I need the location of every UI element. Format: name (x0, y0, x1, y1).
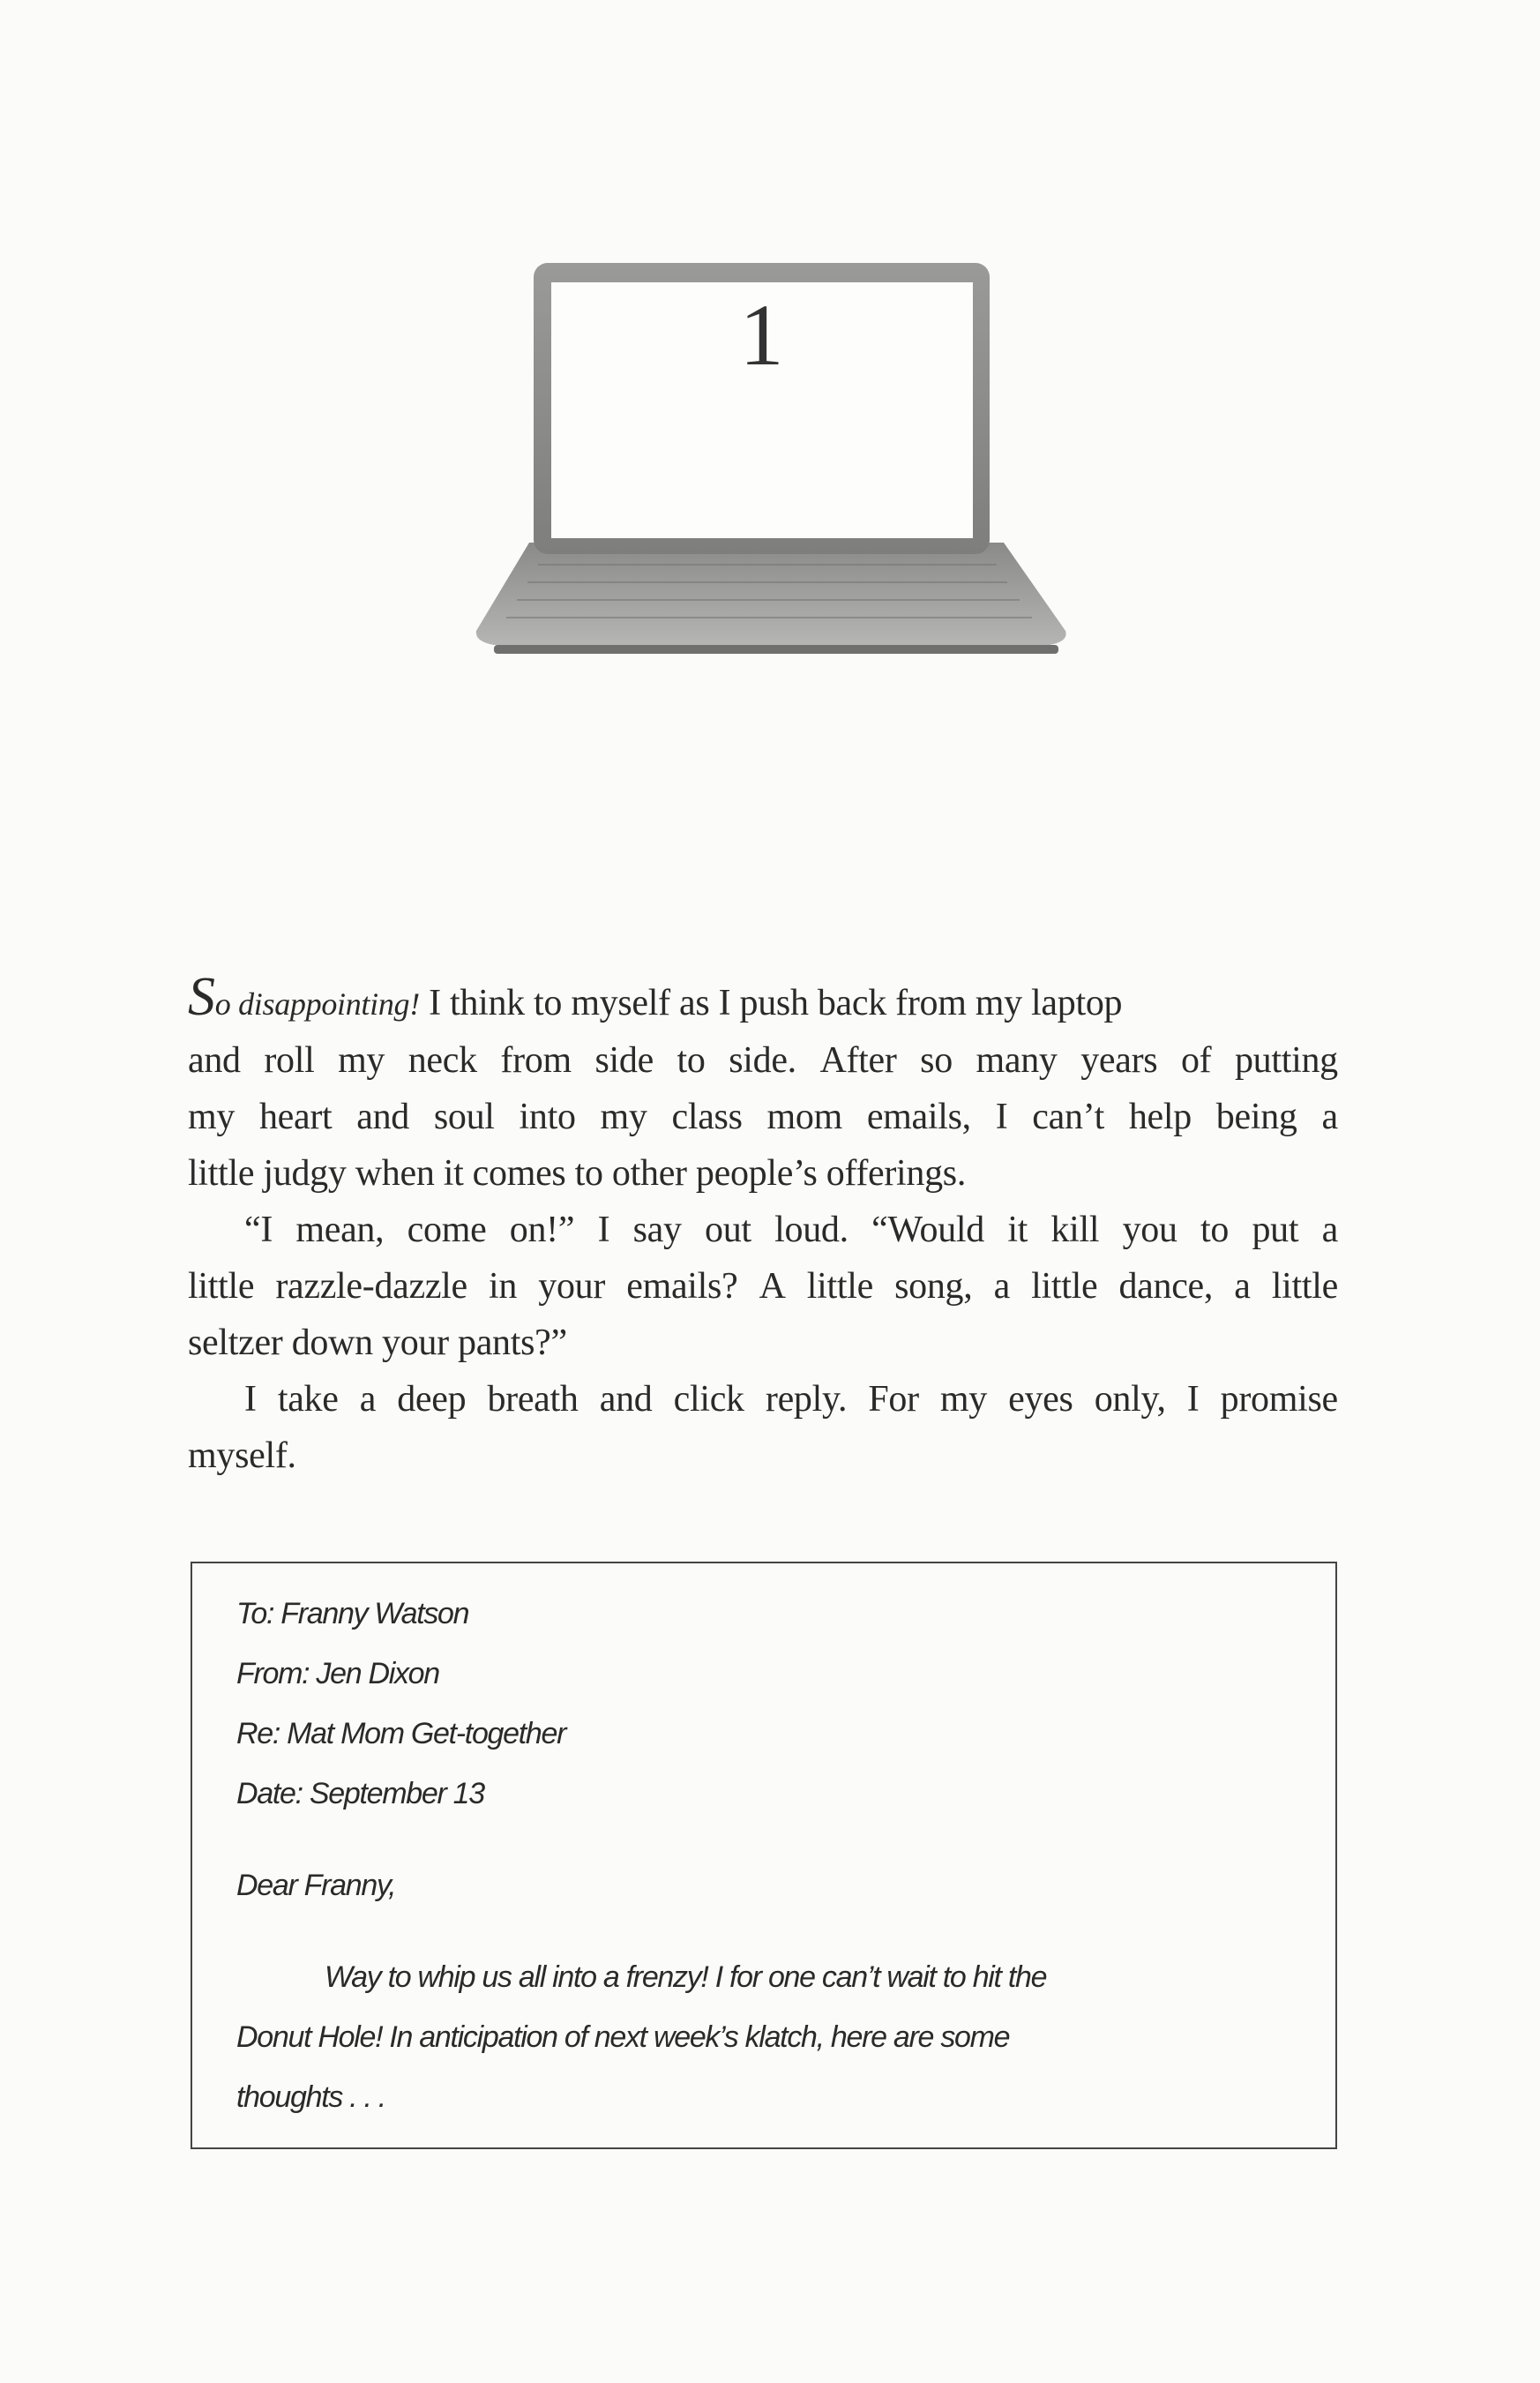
line-4: little judgy when it comes to other people’s offerings. (188, 1153, 967, 1194)
email-greeting: Dear Franny, (236, 1869, 396, 1902)
email-body-line: Donut Hole! In anticipation of next week’s klatch, here are some (236, 2020, 1010, 2054)
email-date: Date: September 13 (236, 1777, 484, 1810)
line-6: little razzle-dazzle in your emails? A little song, a little dance, a little (188, 1266, 1338, 1307)
email-subject: Re: Mat Mom Get-together (236, 1717, 566, 1750)
drop-cap: S (188, 967, 215, 1027)
email-box (191, 1562, 1337, 2149)
line-1: I think to myself as I push back from my laptop (429, 983, 1123, 1023)
email-to: To: Franny Watson (236, 1597, 469, 1630)
text-line (188, 969, 1338, 1032)
opening-italic: o disappointing! (214, 986, 420, 1022)
email-body-line: thoughts . . . (236, 2080, 385, 2114)
line-7: seltzer down your pants?” (188, 1323, 567, 1363)
line-2: and roll my neck from side to side. After so many years of putting (188, 1040, 1338, 1081)
line-9: myself. (188, 1435, 296, 1476)
line-5: “I mean, come on!” I say out loud. “Would it kill you to put a (244, 1210, 1338, 1250)
email-from: From: Jen Dixon (236, 1657, 439, 1690)
line-3: my heart and soul into my class mom emails, I can’t help being a (188, 1097, 1338, 1137)
chapter-number: 1 (739, 286, 784, 384)
line-8: I take a deep breath and click reply. For my eyes only, I promise (244, 1379, 1338, 1420)
narrative-text (188, 969, 1338, 1484)
email-body-line: Way to whip us all into a frenzy! I for one can’t wait to hit the (325, 1960, 1047, 1994)
